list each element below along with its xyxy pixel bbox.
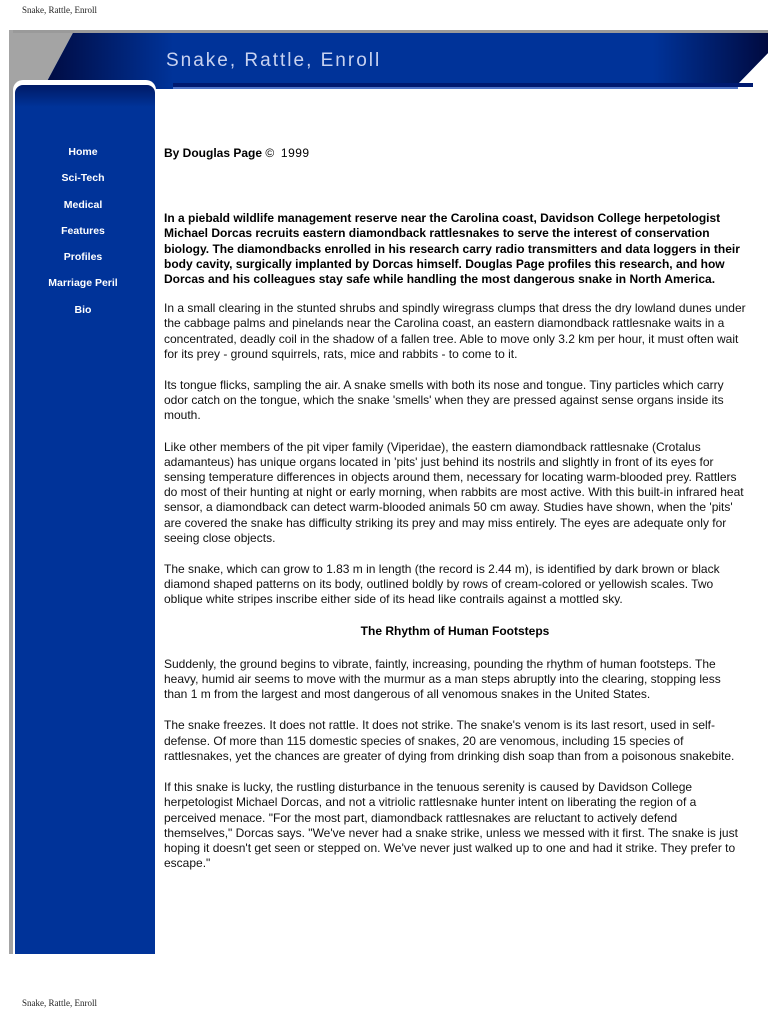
sidebar-item-features[interactable]: Features [61,224,105,237]
article-paragraph: The snake freezes. It does not rattle. It does not strike. The snake's venom is its last resort, used in self-defense. Of more than 115 domestic species of snakes, 20 are venomous, including 15 species of rattlesnakes, yet the chances are greater of dying from drinking dish soap than from a poisonous snakebite. [164,718,735,763]
banner-bottom-stripe [173,83,753,87]
article-lede: In a piebald wildlife management reserve near the Carolina coast, Davidson College herpetologist Michael Dorcas recruits eastern diamondback rattlesnakes to serve the interest of conservation biology. The diamondbacks enrolled in his research carry radio transmitters and data loggers in their body cavity, surgically implanted by Dorcas himself. Douglas Page profiles this research, and how Dorcas and his colleagues stay safe while handling the most dangerous snake in North America. [164,211,740,287]
section-subheading: The Rhythm of Human Footsteps [360,623,550,638]
banner-title: Snake, Rattle, Enroll [166,50,382,71]
sidebar-item-medical[interactable]: Medical [63,198,103,211]
print-header-title: Snake, Rattle, Enroll [22,5,97,15]
article-paragraph: If this snake is lucky, the rustling disturbance in the tenuous serenity is caused by Davidson College herpetologist Michael Dorcas, and not a vitriolic rattlesnake hunter intent on liberating the region of a perceived menace. "For the most part, diamondback rattlesnakes are reluctant to actively defend themselves," Dorcas says. "We've never had a snake strike, unless we messed with it first. The snake is just hoping it doesn't get seen or stepped on. We've never just walked up to one and had it strike. They prefer to escape." [164,780,738,871]
sidebar-item-home[interactable]: Home [68,146,98,158]
banner-bottom-highlight [173,87,738,89]
sidebar-item-marriage-peril[interactable]: Marriage Peril [48,277,118,290]
sidebar-item-bio[interactable]: Bio [74,303,92,316]
article [164,146,746,887]
sidebar-nav [15,143,151,327]
frame-left-border [9,30,13,954]
article-paragraph: The snake, which can grow to 1.83 m in length (the record is 2.44 m), is identified by dark brown or black diamond shaped patterns on its body, outlined boldly by rows of cream-colored or yellowish scales. Two oblique white stripes inscribe either side of its head like contrails against a mottled sky. [164,562,720,607]
article-paragraph: In a small clearing in the stunted shrubs and spindly wiregrass clumps that dress the dry lowland dunes under the cabbage palms and pinelands near the Carolina coast, an eastern diamondback rattlesnake waits in a concentrated, deadly coil in the shadow of a fallen tree. Able to move only 3.2 km per hour, it must often wait for its prey - ground squirrels, rats, mice and rabbits - to come to it. [164,301,746,361]
byline-year: 1999 [280,146,310,160]
sidebar-item-sci-tech[interactable]: Sci-Tech [61,172,105,185]
article-paragraph: Like other members of the pit viper family (Viperidae), the eastern diamondback rattlesnake (Crotalus adamanteus) has unique organs located in 'pits' just behind its nostrils and slightly in front of its eyes for sensing temperature differences in objects around them, necessary for locating warm-blooded prey. Rattlers do most of their hunting at night or early morning, when rabbits are most active. With this built-in infrared heat sensor, a diamondback can detect warm-blooded animals 50 cm away. Studies have shown, when the 'pits' are covered the snake has difficulty striking its prey and may miss entirely. The eyes are adequate only for seeing close objects. [164,439,744,545]
byline-author: By Douglas Page [164,146,263,160]
banner-right-shade [653,33,768,89]
print-footer-title: Snake, Rattle, Enroll [22,998,97,1008]
article-paragraph: Suddenly, the ground begins to vibrate, faintly, increasing, pounding the rhythm of human footsteps. The heavy, humid air seems to move with the murmur as a man steps abruptly into the clearing, stopping less than 1 m from the largest and most dangerous of all venomous snakes in the United States. [164,656,721,702]
sidebar-item-profiles[interactable]: Profiles [63,251,103,264]
byline [164,146,746,161]
copyright-symbol: © [265,146,275,160]
article-paragraph: Its tongue flicks, sampling the air. A snake smells with both its nose and tongue. Tiny particles which carry odor catch on the tongue, which the snake 'smells' when they are pressed against sense organs inside its mouth. [164,378,724,423]
